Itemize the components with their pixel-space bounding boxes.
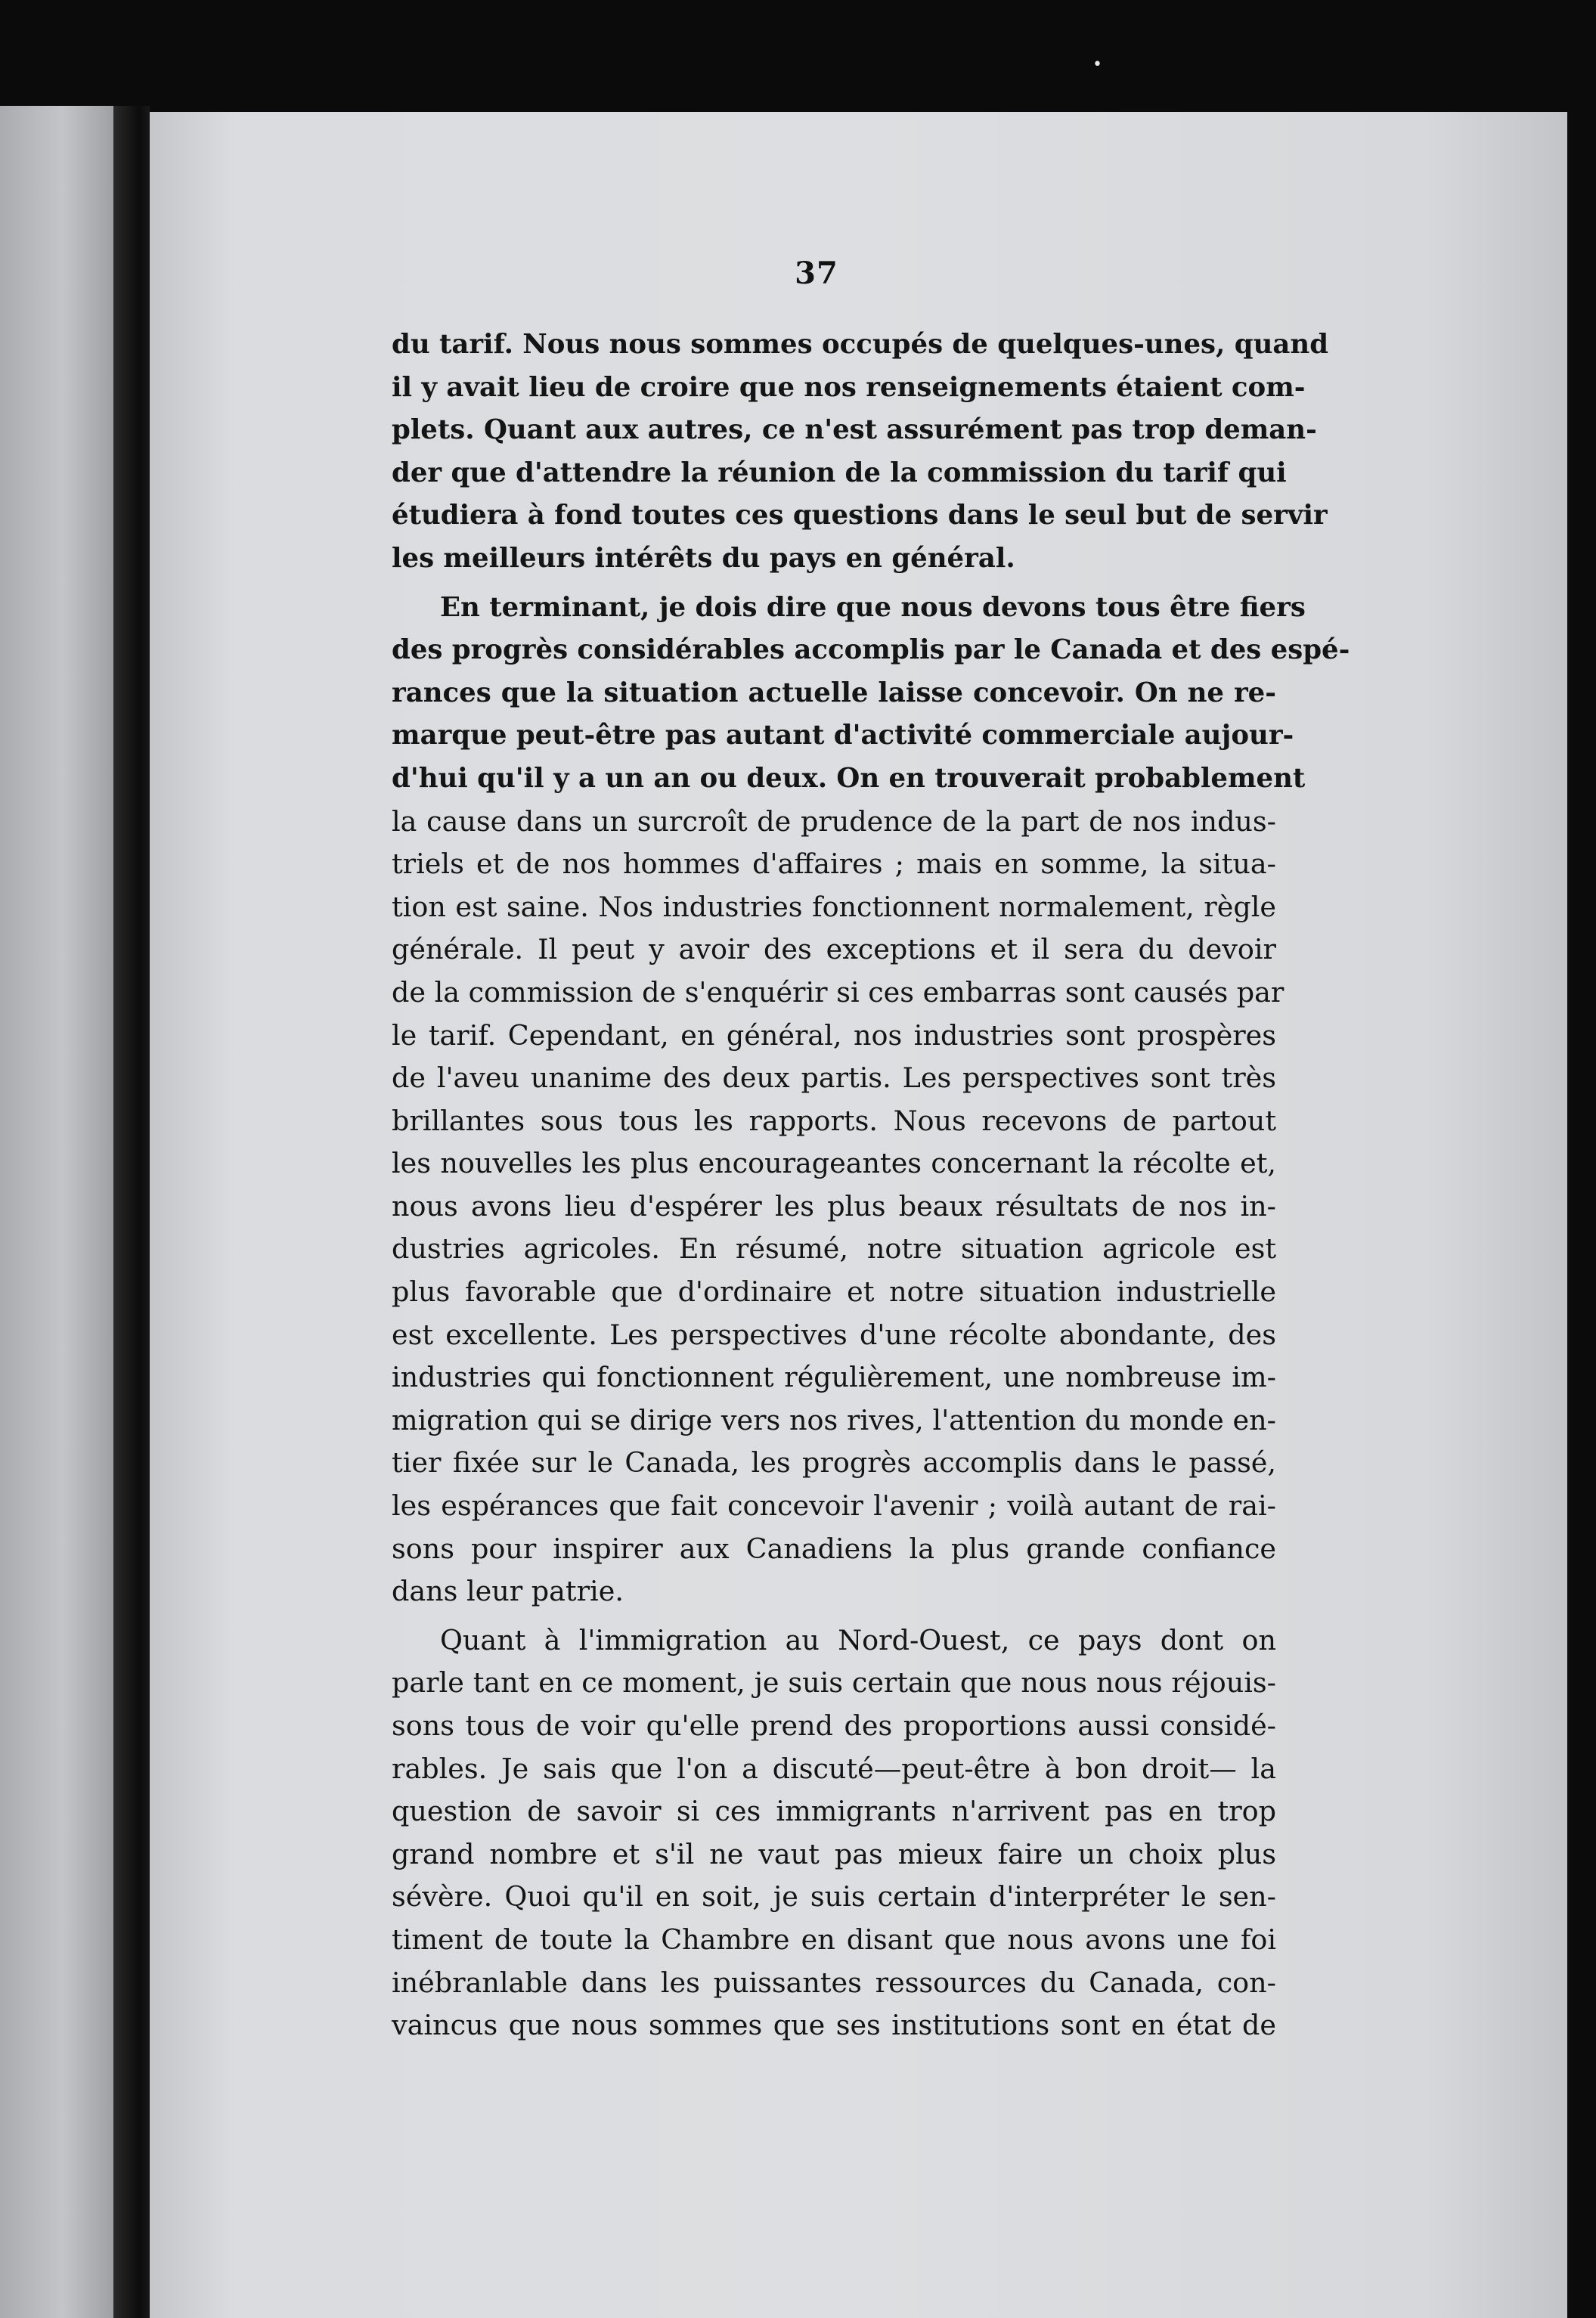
text-line: migration qui se dirige vers nos rives, l'attention du monde en-: [392, 1403, 1276, 1436]
text-line: dustries agricoles. En résumé, notre situation agricole est: [392, 1232, 1276, 1266]
text-line: générale. Il peut y avoir des exceptions et il sera du devoir: [392, 933, 1276, 966]
text-line: il y avait lieu de croire que nos renseignements étaient com-: [392, 371, 1306, 403]
text-line: brillantes sous tous les rapports. Nous recevons de partout: [392, 1104, 1276, 1137]
text-line: tier fixée sur le Canada, les progrès accomplis dans le passé,: [392, 1446, 1276, 1480]
text-line: der que d'attendre la réunion de la commission du tarif qui: [392, 457, 1287, 488]
page-gutter-shadow: [113, 106, 150, 2318]
text-line: grand nombre et s'il ne vaut pas mieux faire un choix plus: [392, 1837, 1276, 1870]
text-line: nous avons lieu d'espérer les plus beaux résultats de nos in-: [392, 1189, 1276, 1223]
text-line: de l'aveu unanime des deux partis. Les perspectives sont très: [392, 1061, 1276, 1095]
text-line: étudiera à fond toutes ces questions dans le seul but de servir: [392, 500, 1328, 531]
text-line: inébranlable dans les puissantes ressources du Canada, con-: [392, 1966, 1276, 1999]
text-line: vaincus que nous sommes que ses institutions sont en état de: [392, 2009, 1276, 2042]
text-line: est excellente. Les perspectives d'une récolte abondante, des: [392, 1318, 1276, 1351]
paragraph: [392, 324, 1329, 581]
text-line: En terminant, je dois dire que nous devons tous être fiers: [440, 591, 1306, 623]
text-line: de la commission de s'enquérir si ces embarras sont causés par: [392, 975, 1285, 1009]
text-line: sons tous de voir qu'elle prend des proportions aussi considé-: [392, 1709, 1276, 1742]
text-line: rables. Je sais que l'on a discuté—peut-être à bon droit— la: [392, 1752, 1276, 1785]
text-line: triels et de nos hommes d'affaires ; mais en somme, la situa-: [392, 848, 1276, 881]
page-body: [392, 324, 1350, 2047]
text-line: question de savoir si ces immigrants n'arrivent pas en trop: [392, 1795, 1276, 1828]
paragraph: [392, 587, 1350, 1613]
text-line: Quant à l'immigration au Nord-Ouest, ce pays dont on: [440, 1623, 1276, 1656]
text-line: la cause dans un surcroît de prudence de la part de nos indus-: [392, 804, 1276, 838]
text-line: les nouvelles les plus encourageantes concernant la récolte et,: [392, 1147, 1276, 1180]
text-line: rances que la situation actuelle laisse concevoir. On ne re-: [392, 677, 1276, 708]
text-line: des progrès considérables accomplis par le Canada et des espé-: [392, 634, 1350, 666]
text-line: tion est saine. Nos industries fonctionnent normalement, règle: [392, 890, 1276, 923]
text-line: sons pour inspirer aux Canadiens la plus grande confiance: [392, 1532, 1276, 1565]
text-line: plus favorable que d'ordinaire et notre situation industrielle: [392, 1275, 1276, 1309]
text-line: marque peut-être pas autant d'activité commerciale aujour-: [392, 720, 1294, 751]
text-line: dans leur patrie.: [392, 1575, 624, 1608]
scan-mark: •: [1092, 55, 1102, 74]
text-line: les espérances que fait concevoir l'avenir ; voilà autant de rai-: [392, 1489, 1276, 1523]
text-line: du tarif. Nous nous sommes occupés de quelques-unes, quand: [392, 329, 1329, 360]
paragraph: [392, 1619, 1276, 2047]
text-line: sévère. Quoi qu'il en soit, je suis certain d'interpréter le sen-: [392, 1880, 1276, 1914]
text-line: parle tant en ce moment, je suis certain que nous nous réjouis-: [392, 1666, 1276, 1700]
text-line: timent de toute la Chambre en disant que nous avons une foi: [392, 1923, 1276, 1956]
text-line: les meilleurs intérêts du pays en général.: [392, 542, 1015, 574]
text-line: plets. Quant aux autres, ce n'est assurément pas trop deman-: [392, 414, 1317, 446]
text-line: industries qui fonctionnent régulièrement, une nombreuse im-: [392, 1361, 1276, 1394]
text-line: le tarif. Cependant, en général, nos industries sont prospères: [392, 1018, 1276, 1052]
text-line: d'hui qu'il y a un an ou deux. On en trouverait probablement: [392, 762, 1306, 794]
previous-page-edge: [0, 106, 113, 2318]
page-number: 37: [795, 256, 838, 291]
